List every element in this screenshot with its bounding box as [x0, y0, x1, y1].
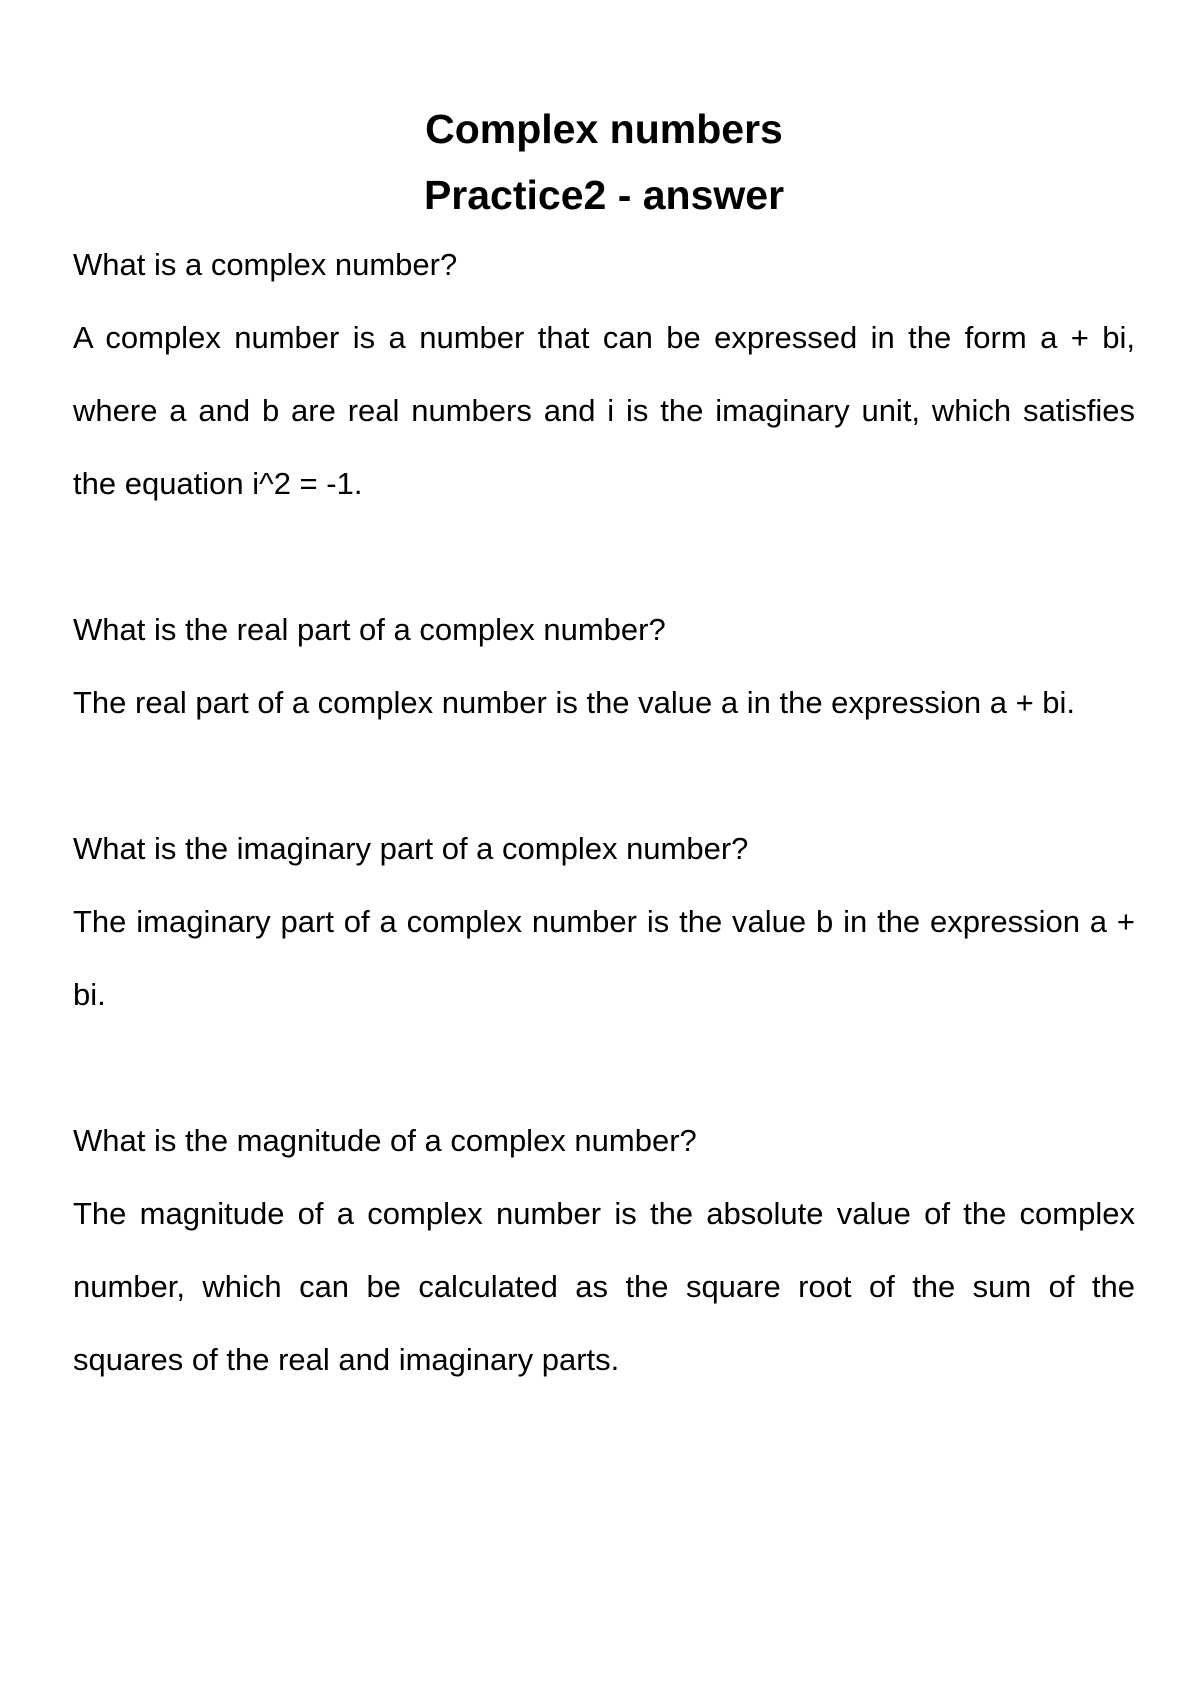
qa-section-2 — [73, 593, 1135, 739]
document-subtitle: Practice2 - answer — [423, 172, 785, 218]
qa-section-4 — [73, 1104, 1135, 1396]
answer-2: The real part of a complex number is the value a in the expression a + bi. — [73, 685, 1076, 720]
question-3: What is the imaginary part of a complex number? — [73, 831, 749, 866]
question-4: What is the magnitude of a complex number? — [73, 1123, 697, 1158]
section-gap — [73, 520, 1135, 593]
document-page — [73, 96, 1135, 1396]
answer-1: A complex number is a number that can be expressed in the form a + bi, where a and b are real numbers and i is the imaginary unit, which satisfies the equation i^2 = -1. — [73, 320, 1135, 501]
answer-4: The magnitude of a complex number is the absolute value of the complex number, which can be calculated as the square root of the sum of the squares of the real and imaginary parts. — [73, 1196, 1135, 1377]
qa-section-3 — [73, 812, 1135, 1031]
question-2: What is the real part of a complex number? — [73, 612, 666, 647]
qa-section-1 — [73, 228, 1135, 520]
section-gap — [73, 739, 1135, 812]
document-title: Complex numbers — [425, 106, 783, 152]
answer-3: The imaginary part of a complex number is the value b in the expression a + bi. — [73, 904, 1135, 1012]
section-gap — [73, 1031, 1135, 1104]
question-1: What is a complex number? — [73, 247, 458, 282]
